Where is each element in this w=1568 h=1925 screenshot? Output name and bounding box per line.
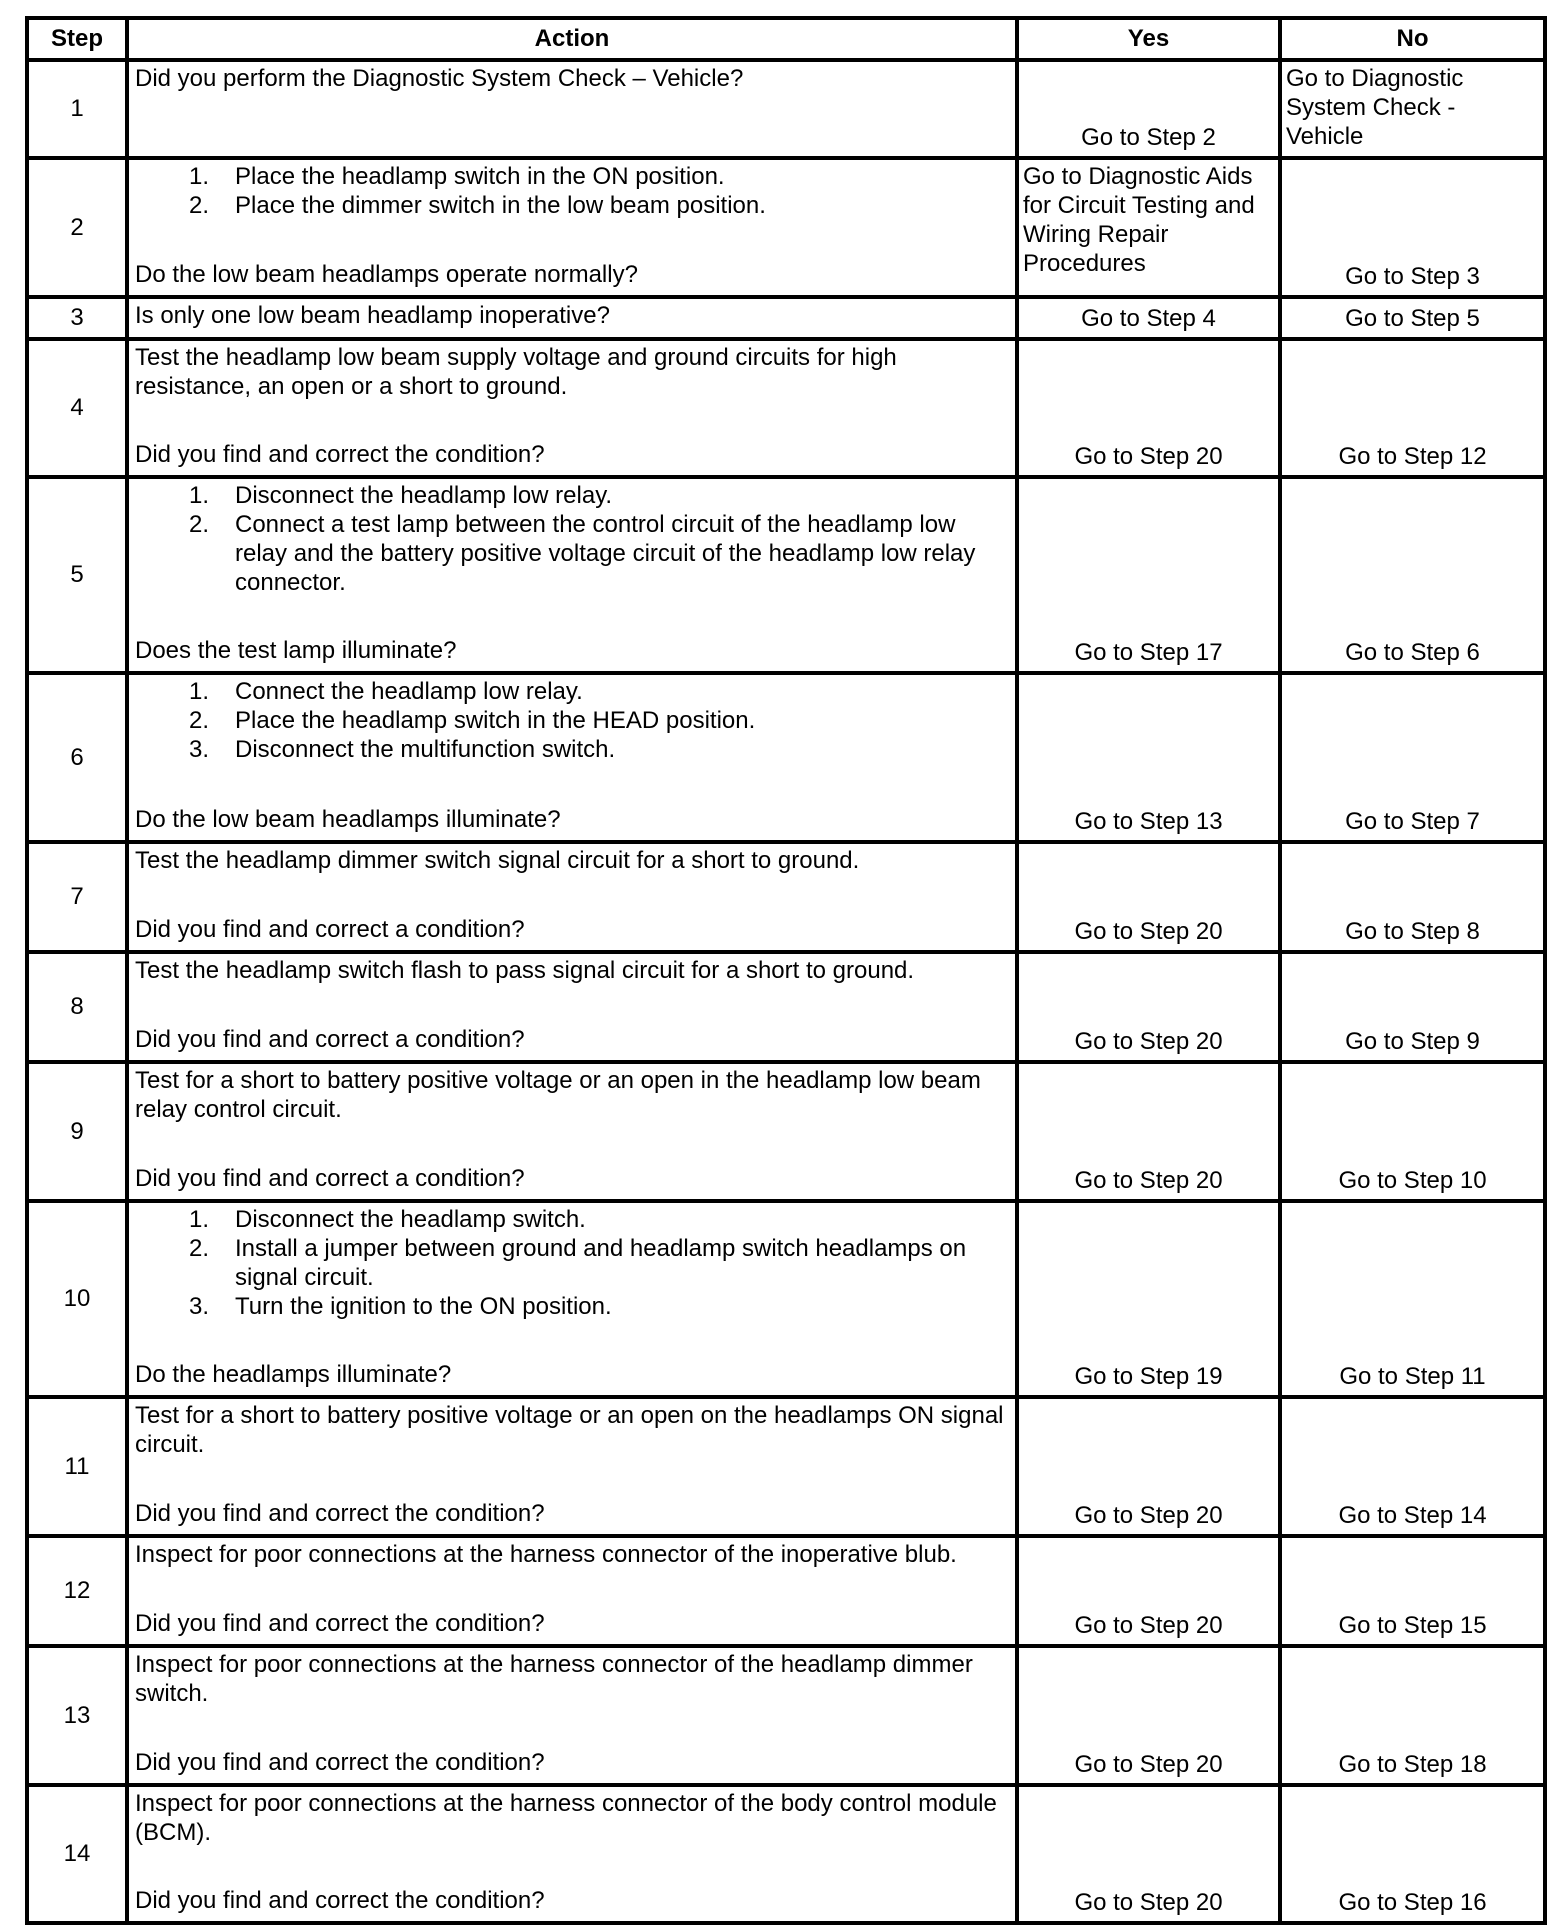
action-text: Inspect for poor connections at the harness connector of the headlamp dimmer switch. — [135, 1651, 973, 1707]
yes-result — [1017, 60, 1280, 158]
header-yes: Yes — [1017, 18, 1280, 60]
yes-result-text: Go to Step 20 — [1074, 918, 1223, 945]
action-step-number: 1. — [188, 1206, 209, 1233]
no-result-text: Go to Step 8 — [1345, 918, 1480, 945]
action-question: Did you find and correct the condition? — [135, 1749, 545, 1776]
no-result — [1280, 477, 1545, 673]
step-number: 14 — [27, 1785, 127, 1923]
action-step-text: Turn the ignition to the ON position. — [235, 1293, 612, 1320]
action-step-number: 3. — [188, 736, 209, 763]
no-result-text: Go to Step 3 — [1345, 263, 1480, 290]
yes-result-text: Go to Step 20 — [1074, 1167, 1223, 1194]
yes-result — [1017, 952, 1280, 1062]
table-row — [27, 1785, 1545, 1923]
action-cell — [127, 842, 1017, 952]
yes-result-text: Go to Step 19 — [1074, 1363, 1223, 1390]
step-number: 1 — [27, 60, 127, 158]
yes-result — [1017, 1646, 1280, 1785]
action-step-number: 2. — [188, 192, 209, 219]
action-step-text: Connect a test lamp between the control circuit of the headlamp low relay and the battery positive voltage circuit of the headlamp low relay connector. — [235, 511, 976, 596]
action-text: Inspect for poor connections at the harness connector of the inoperative blub. — [135, 1541, 957, 1568]
action-step-text: Connect the headlamp low relay. — [235, 678, 583, 705]
action-cell — [127, 477, 1017, 673]
action-step-text: Place the headlamp switch in the ON position. — [235, 163, 725, 190]
no-result-text: Go to Step 15 — [1338, 1612, 1487, 1639]
action-step-number: 2. — [188, 707, 209, 734]
step-number: 7 — [27, 842, 127, 952]
table-body — [27, 60, 1545, 1923]
yes-result-text: Go to Step 4 — [1081, 305, 1216, 332]
action-step-number: 2. — [188, 511, 209, 538]
no-result-text: Go to Diagnostic System Check - Vehicle — [1286, 65, 1464, 150]
table-row — [27, 339, 1545, 477]
yes-result — [1017, 297, 1280, 339]
action-step-text: Place the headlamp switch in the HEAD position. — [235, 707, 756, 734]
step-number: 12 — [27, 1536, 127, 1646]
action-cell — [127, 673, 1017, 842]
action-steps-list — [135, 1205, 1009, 1321]
no-result — [1280, 673, 1545, 842]
action-question: Does the test lamp illuminate? — [135, 637, 457, 664]
action-question: Do the low beam headlamps illuminate? — [135, 806, 561, 833]
action-text: Inspect for poor connections at the harness connector of the body control module (BCM). — [135, 1790, 997, 1846]
no-result-text: Go to Step 18 — [1338, 1751, 1487, 1778]
yes-result — [1017, 477, 1280, 673]
action-cell — [127, 1536, 1017, 1646]
table-row — [27, 673, 1545, 842]
yes-result-text: Go to Step 20 — [1074, 1028, 1223, 1055]
yes-result — [1017, 1062, 1280, 1201]
action-question: Did you find and correct the condition? — [135, 1610, 545, 1637]
yes-result — [1017, 673, 1280, 842]
step-number: 3 — [27, 297, 127, 339]
action-cell — [127, 1201, 1017, 1397]
yes-result — [1017, 1536, 1280, 1646]
no-result — [1280, 158, 1545, 297]
action-step-text: Disconnect the headlamp switch. — [235, 1206, 586, 1233]
step-number: 4 — [27, 339, 127, 477]
table-row — [27, 842, 1545, 952]
yes-result-text: Go to Step 20 — [1074, 1751, 1223, 1778]
no-result — [1280, 297, 1545, 339]
action-cell — [127, 1785, 1017, 1923]
action-steps-list — [135, 162, 1009, 220]
table-row — [27, 297, 1545, 339]
action-step-text: Disconnect the headlamp low relay. — [235, 482, 613, 509]
action-step-item — [135, 1234, 1009, 1292]
action-step-number: 1. — [188, 482, 209, 509]
action-step-item — [135, 481, 1009, 510]
action-question: Do the low beam headlamps operate normally? — [135, 261, 638, 288]
table-row — [27, 158, 1545, 297]
yes-result — [1017, 842, 1280, 952]
no-result — [1280, 1201, 1545, 1397]
no-result-text: Go to Step 5 — [1345, 305, 1480, 332]
no-result — [1280, 1785, 1545, 1923]
action-step-item — [135, 677, 1009, 706]
action-step-number: 3. — [188, 1293, 209, 1320]
action-cell — [127, 1397, 1017, 1536]
action-question: Did you find and correct the condition? — [135, 1887, 545, 1914]
action-step-item — [135, 162, 1009, 191]
action-question: Did you find and correct a condition? — [135, 916, 525, 943]
table-row — [27, 1201, 1545, 1397]
yes-result-text: Go to Step 17 — [1074, 639, 1223, 666]
action-step-number: 2. — [188, 1235, 209, 1262]
header-step: Step — [27, 18, 127, 60]
table-row — [27, 1062, 1545, 1201]
action-step-item — [135, 1292, 1009, 1321]
action-step-number: 1. — [188, 163, 209, 190]
action-text: Is only one low beam headlamp inoperative? — [135, 302, 610, 329]
no-result — [1280, 952, 1545, 1062]
step-number: 9 — [27, 1062, 127, 1201]
yes-result-text: Go to Step 2 — [1081, 124, 1216, 151]
action-cell — [127, 952, 1017, 1062]
yes-result-text: Go to Step 13 — [1074, 808, 1223, 835]
no-result — [1280, 1062, 1545, 1201]
action-step-text: Place the dimmer switch in the low beam position. — [235, 192, 766, 219]
step-number: 10 — [27, 1201, 127, 1397]
header-action: Action — [127, 18, 1017, 60]
action-step-item — [135, 1205, 1009, 1234]
header-no: No — [1280, 18, 1545, 60]
action-step-number: 1. — [188, 678, 209, 705]
action-question: Did you find and correct a condition? — [135, 1165, 525, 1192]
no-result-text: Go to Step 10 — [1338, 1167, 1487, 1194]
yes-result — [1017, 1397, 1280, 1536]
no-result-text: Go to Step 7 — [1345, 808, 1480, 835]
step-number: 5 — [27, 477, 127, 673]
no-result — [1280, 1397, 1545, 1536]
action-question: Do the headlamps illuminate? — [135, 1361, 452, 1388]
header-row — [27, 18, 1545, 60]
action-text: Test for a short to battery positive voltage or an open on the headlamps ON signal circuit. — [135, 1402, 1004, 1458]
yes-result — [1017, 158, 1280, 297]
no-result — [1280, 339, 1545, 477]
no-result-text: Go to Step 14 — [1338, 1502, 1487, 1529]
action-steps-list — [135, 677, 1009, 764]
step-number: 6 — [27, 673, 127, 842]
action-cell — [127, 1646, 1017, 1785]
no-result-text: Go to Step 16 — [1338, 1889, 1487, 1916]
step-number: 11 — [27, 1397, 127, 1536]
yes-result — [1017, 339, 1280, 477]
action-step-item — [135, 706, 1009, 735]
no-result-text: Go to Step 6 — [1345, 639, 1480, 666]
yes-result-text: Go to Step 20 — [1074, 443, 1223, 470]
diagnostic-table — [25, 16, 1547, 1925]
action-question: Did you find and correct the condition? — [135, 441, 545, 468]
table-row — [27, 952, 1545, 1062]
action-cell — [127, 158, 1017, 297]
yes-result — [1017, 1201, 1280, 1397]
step-number: 13 — [27, 1646, 127, 1785]
action-step-item — [135, 735, 1009, 764]
action-cell — [127, 60, 1017, 158]
table-row — [27, 477, 1545, 673]
no-result — [1280, 60, 1545, 158]
yes-result-text: Go to Step 20 — [1074, 1889, 1223, 1916]
action-question: Did you find and correct the condition? — [135, 1500, 545, 1527]
table-row — [27, 1646, 1545, 1785]
action-step-item — [135, 510, 1009, 597]
action-steps-list — [135, 481, 1009, 597]
action-step-text: Disconnect the multifunction switch. — [235, 736, 616, 763]
action-question: Did you find and correct a condition? — [135, 1026, 525, 1053]
yes-result-text: Go to Step 20 — [1074, 1612, 1223, 1639]
step-number: 2 — [27, 158, 127, 297]
yes-result-text: Go to Diagnostic Aids for Circuit Testing and Wiring Repair Procedures — [1023, 163, 1255, 277]
no-result — [1280, 1646, 1545, 1785]
action-cell — [127, 1062, 1017, 1201]
action-step-item — [135, 191, 1009, 220]
table-row — [27, 60, 1545, 158]
table-row — [27, 1397, 1545, 1536]
no-result-text: Go to Step 12 — [1338, 443, 1487, 470]
action-cell — [127, 339, 1017, 477]
table-row — [27, 1536, 1545, 1646]
yes-result — [1017, 1785, 1280, 1923]
action-text: Test the headlamp low beam supply voltage and ground circuits for high resistance, an open or a short to ground. — [135, 344, 897, 400]
yes-result-text: Go to Step 20 — [1074, 1502, 1223, 1529]
step-number: 8 — [27, 952, 127, 1062]
action-text: Did you perform the Diagnostic System Check – Vehicle? — [135, 65, 744, 92]
no-result-text: Go to Step 11 — [1339, 1363, 1486, 1390]
no-result — [1280, 1536, 1545, 1646]
action-cell — [127, 297, 1017, 339]
no-result-text: Go to Step 9 — [1345, 1028, 1480, 1055]
action-text: Test the headlamp switch flash to pass signal circuit for a short to ground. — [135, 957, 915, 984]
action-step-text: Install a jumper between ground and headlamp switch headlamps on signal circuit. — [235, 1235, 967, 1291]
no-result — [1280, 842, 1545, 952]
action-text: Test for a short to battery positive voltage or an open in the headlamp low beam relay control circuit. — [135, 1067, 981, 1123]
action-text: Test the headlamp dimmer switch signal circuit for a short to ground. — [135, 847, 860, 874]
